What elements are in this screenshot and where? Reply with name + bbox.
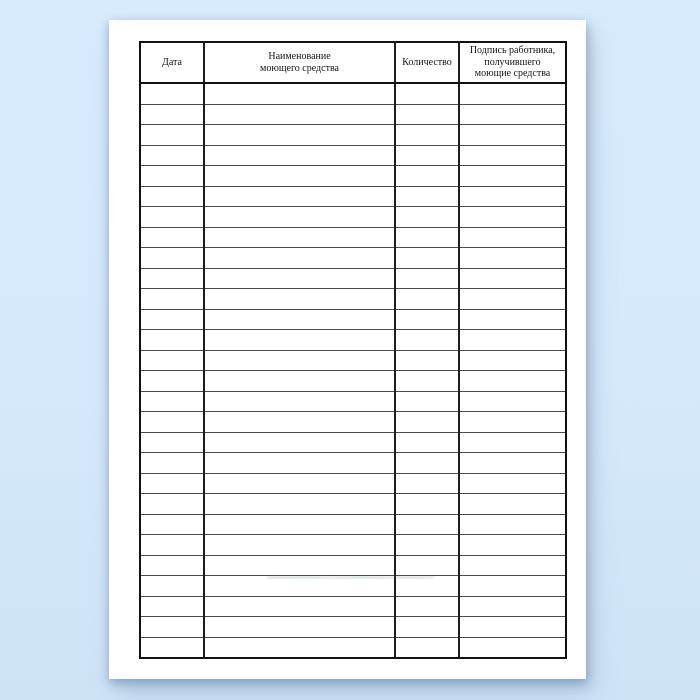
empty-cell-quantity — [395, 309, 459, 330]
table-row — [140, 617, 566, 638]
empty-cell-date — [140, 576, 204, 597]
empty-cell-name — [204, 309, 395, 330]
table-row — [140, 330, 566, 351]
empty-cell-signature — [459, 391, 566, 412]
empty-cell-signature — [459, 309, 566, 330]
table-row — [140, 309, 566, 330]
empty-cell-quantity — [395, 227, 459, 248]
empty-cell-signature — [459, 576, 566, 597]
empty-cell-signature — [459, 207, 566, 228]
empty-cell-date — [140, 453, 204, 474]
empty-cell-name — [204, 576, 395, 597]
empty-cell-signature — [459, 104, 566, 125]
empty-cell-name — [204, 330, 395, 351]
empty-cell-name — [204, 125, 395, 146]
table-row — [140, 186, 566, 207]
table-row — [140, 494, 566, 515]
empty-cell-date — [140, 555, 204, 576]
empty-cell-signature — [459, 371, 566, 392]
empty-cell-date — [140, 186, 204, 207]
empty-cell-quantity — [395, 268, 459, 289]
empty-cell-quantity — [395, 186, 459, 207]
empty-cell-signature — [459, 289, 566, 310]
empty-cell-name — [204, 432, 395, 453]
empty-cell-date — [140, 617, 204, 638]
empty-cell-quantity — [395, 432, 459, 453]
empty-cell-name — [204, 186, 395, 207]
empty-cell-date — [140, 248, 204, 269]
empty-cell-name — [204, 145, 395, 166]
empty-cell-date — [140, 207, 204, 228]
table-row — [140, 145, 566, 166]
table-row — [140, 207, 566, 228]
empty-cell-signature — [459, 617, 566, 638]
table-row — [140, 555, 566, 576]
empty-cell-signature — [459, 145, 566, 166]
table-row — [140, 535, 566, 556]
header-cell-quantity: Количество — [395, 42, 459, 83]
empty-cell-date — [140, 330, 204, 351]
empty-cell-quantity — [395, 494, 459, 515]
empty-cell-name — [204, 412, 395, 433]
empty-cell-date — [140, 432, 204, 453]
table-row — [140, 104, 566, 125]
empty-cell-quantity — [395, 412, 459, 433]
empty-cell-quantity — [395, 166, 459, 187]
empty-cell-quantity — [395, 125, 459, 146]
empty-cell-date — [140, 83, 204, 104]
empty-cell-quantity — [395, 207, 459, 228]
table-row — [140, 432, 566, 453]
empty-cell-date — [140, 104, 204, 125]
empty-cell-date — [140, 535, 204, 556]
table-row — [140, 371, 566, 392]
empty-cell-date — [140, 514, 204, 535]
empty-cell-quantity — [395, 535, 459, 556]
empty-cell-quantity — [395, 473, 459, 494]
table-row — [140, 125, 566, 146]
empty-cell-quantity — [395, 83, 459, 104]
empty-cell-signature — [459, 350, 566, 371]
table-row — [140, 391, 566, 412]
empty-cell-date — [140, 637, 204, 658]
empty-cell-name — [204, 617, 395, 638]
table-row — [140, 248, 566, 269]
header-row — [140, 42, 566, 83]
empty-cell-date — [140, 391, 204, 412]
header-cell-name: Наименование моющего средства — [204, 42, 395, 83]
empty-cell-name — [204, 596, 395, 617]
table-row — [140, 473, 566, 494]
empty-cell-date — [140, 289, 204, 310]
empty-cell-date — [140, 309, 204, 330]
empty-cell-quantity — [395, 371, 459, 392]
empty-cell-quantity — [395, 576, 459, 597]
empty-cell-quantity — [395, 350, 459, 371]
empty-cell-date — [140, 494, 204, 515]
empty-cell-signature — [459, 186, 566, 207]
table-row — [140, 350, 566, 371]
empty-cell-quantity — [395, 596, 459, 617]
empty-cell-date — [140, 268, 204, 289]
empty-cell-date — [140, 227, 204, 248]
table-row — [140, 576, 566, 597]
empty-cell-date — [140, 350, 204, 371]
empty-cell-signature — [459, 555, 566, 576]
empty-cell-name — [204, 83, 395, 104]
document-page — [109, 20, 586, 679]
empty-cell-signature — [459, 473, 566, 494]
empty-cell-quantity — [395, 637, 459, 658]
empty-cell-signature — [459, 268, 566, 289]
empty-cell-quantity — [395, 555, 459, 576]
table-row — [140, 289, 566, 310]
empty-cell-name — [204, 535, 395, 556]
empty-cell-date — [140, 412, 204, 433]
empty-cell-signature — [459, 494, 566, 515]
empty-cell-name — [204, 104, 395, 125]
empty-cell-date — [140, 473, 204, 494]
empty-cell-name — [204, 473, 395, 494]
table-row — [140, 637, 566, 658]
empty-cell-date — [140, 166, 204, 187]
empty-cell-signature — [459, 227, 566, 248]
empty-cell-quantity — [395, 617, 459, 638]
empty-cell-name — [204, 494, 395, 515]
empty-cell-name — [204, 391, 395, 412]
detergent-log-table — [139, 41, 567, 659]
empty-cell-name — [204, 268, 395, 289]
table-row — [140, 412, 566, 433]
empty-cell-quantity — [395, 453, 459, 474]
header-cell-date: Дата — [140, 42, 204, 83]
empty-cell-signature — [459, 453, 566, 474]
empty-cell-name — [204, 166, 395, 187]
table-row — [140, 83, 566, 104]
empty-cell-name — [204, 227, 395, 248]
empty-cell-quantity — [395, 289, 459, 310]
header-cell-signature: Подпись работника, получившего моющие средства — [459, 42, 566, 83]
empty-cell-signature — [459, 412, 566, 433]
empty-cell-quantity — [395, 248, 459, 269]
table-row — [140, 227, 566, 248]
empty-cell-date — [140, 145, 204, 166]
empty-cell-name — [204, 248, 395, 269]
table-header — [140, 42, 566, 83]
empty-cell-signature — [459, 637, 566, 658]
empty-cell-quantity — [395, 391, 459, 412]
empty-cell-name — [204, 289, 395, 310]
empty-cell-name — [204, 555, 395, 576]
empty-cell-date — [140, 596, 204, 617]
table-row — [140, 514, 566, 535]
empty-cell-name — [204, 207, 395, 228]
empty-cell-signature — [459, 432, 566, 453]
empty-cell-name — [204, 514, 395, 535]
empty-cell-name — [204, 350, 395, 371]
empty-cell-quantity — [395, 330, 459, 351]
empty-cell-quantity — [395, 145, 459, 166]
empty-cell-signature — [459, 83, 566, 104]
table-row — [140, 268, 566, 289]
table-row — [140, 453, 566, 474]
empty-cell-date — [140, 371, 204, 392]
empty-cell-signature — [459, 330, 566, 351]
empty-cell-signature — [459, 166, 566, 187]
empty-cell-quantity — [395, 514, 459, 535]
empty-cell-name — [204, 637, 395, 658]
empty-cell-name — [204, 371, 395, 392]
empty-cell-signature — [459, 125, 566, 146]
empty-cell-quantity — [395, 104, 459, 125]
empty-cell-signature — [459, 596, 566, 617]
empty-cell-name — [204, 453, 395, 474]
empty-cell-signature — [459, 248, 566, 269]
table-row — [140, 596, 566, 617]
table-body — [140, 83, 566, 658]
empty-cell-date — [140, 125, 204, 146]
table-row — [140, 166, 566, 187]
empty-cell-signature — [459, 535, 566, 556]
empty-cell-signature — [459, 514, 566, 535]
